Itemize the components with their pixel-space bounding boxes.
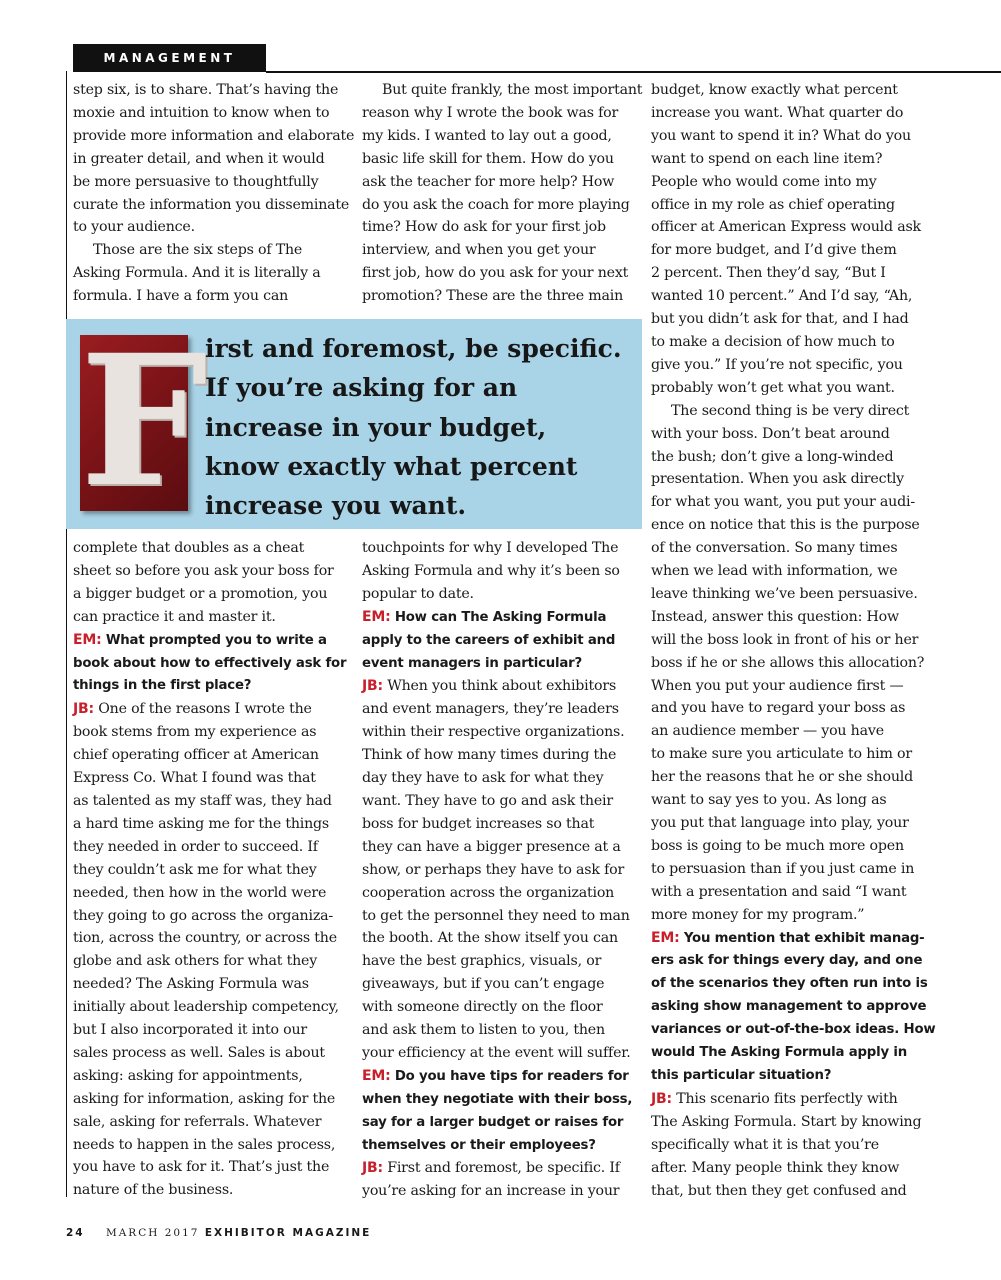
text-line: have the best graphics, visuals, or — [362, 953, 602, 970]
question-line: this particular situation? — [651, 1067, 832, 1083]
text-line: Express Co. What I found was that — [73, 770, 316, 787]
text-line: they going to go across the organiza- — [73, 907, 333, 924]
text-line: boss if he or she allows this allocation? — [651, 654, 925, 671]
text-line: a bigger budget or a promotion, you — [73, 585, 328, 602]
text-line: sales process as well. Sales is about — [73, 1044, 325, 1061]
answer-line: JB: First and foremost, be specific. If — [362, 1160, 620, 1177]
speaker-em: EM: — [362, 1067, 391, 1084]
drop-cap-block — [80, 316, 208, 527]
text-line: want to spend on each line item? — [651, 150, 883, 167]
text-line: sale, asking for referrals. Whatever — [73, 1113, 322, 1130]
text-line: specifically what it is that you’re — [651, 1136, 879, 1153]
text-line: your efficiency at the event will suffer. — [362, 1044, 631, 1061]
text-line: The second thing is be very direct — [671, 402, 910, 419]
question-line: things in the first place? — [73, 678, 252, 694]
text-line: needed? The Asking Formula was — [73, 976, 309, 993]
speaker-jb: JB: — [362, 678, 383, 695]
text-line: within their respective organizations. — [362, 724, 625, 741]
text-line: for what you want, you put your audi- — [651, 494, 915, 511]
question-line: themselves or their employees? — [362, 1137, 596, 1153]
text-line: with a presentation and said “I want — [651, 883, 907, 900]
text-line: The Asking Formula. Start by knowing — [651, 1113, 922, 1130]
text-line: an audience member — you have — [651, 723, 884, 740]
column-rule — [66, 71, 67, 1197]
header-rule — [266, 71, 1001, 73]
text-line: but I also incorporated it into our — [73, 1022, 308, 1039]
text-line: time? How do ask for your first job — [362, 219, 606, 236]
text-line: want to say yes to you. As long as — [651, 792, 887, 809]
question-line: ers ask for things every day, and one — [651, 953, 923, 969]
question-line: say for a larger budget or raises for — [362, 1114, 624, 1130]
text-line: office in my role as chief operating — [651, 196, 895, 213]
text-line: be more persuasive to thoughtfully — [73, 173, 319, 190]
text-line: you put that language into play, your — [651, 815, 909, 831]
question-line: EM: What prompted you to write a — [73, 631, 327, 648]
text-line: they can have a bigger presence at a — [362, 838, 621, 855]
text-line: asking for information, asking for the — [73, 1090, 336, 1107]
question-line: apply to the careers of exhibit and — [362, 632, 616, 648]
text-line: want. They have to go and ask their — [362, 792, 613, 809]
text-line: probably won’t get what you want. — [651, 379, 895, 396]
text-line: to get the personnel they need to man — [362, 907, 630, 924]
answer-line: JB: When you think about exhibitors — [362, 678, 617, 695]
text-line: first job, how do you ask for your next — [362, 265, 629, 282]
question-line: EM: You mention that exhibit manag- — [651, 929, 925, 946]
column-3 — [651, 79, 936, 1202]
text-line: reason why I wrote the book was for — [362, 104, 619, 121]
text-line: interview, and when you get your — [362, 242, 596, 259]
text-line: increase you want. What quarter do — [651, 104, 904, 121]
text-line: needed, then how in the world were — [73, 884, 327, 901]
speaker-jb: JB: — [73, 701, 94, 718]
column-2-top — [362, 79, 642, 308]
text-line: Asking Formula and why it’s been so — [362, 562, 620, 579]
pull-quote-text — [205, 329, 645, 525]
text-line: my kids. I wanted to lay out a good, — [362, 127, 612, 144]
question-line: EM: Do you have tips for readers for — [362, 1067, 629, 1084]
text-line: for more budget, and I’d give them — [651, 242, 897, 259]
question-line: would The Asking Formula apply in — [651, 1045, 908, 1061]
pull-quote-line: If you’re asking for an — [205, 373, 518, 403]
text-line: touchpoints for why I developed The — [362, 540, 619, 556]
text-line: give you.” If you’re not specific, you — [651, 356, 903, 373]
text-line: will the boss look in front of his or her — [651, 631, 919, 648]
text-line: initially about leadership competency, — [73, 999, 339, 1016]
page-number: 24 — [66, 1227, 85, 1239]
text-line: ence on notice that this is the purpose — [651, 517, 920, 534]
text-line: do you ask the coach for more playing — [362, 196, 630, 213]
question-line: EM: How can The Asking Formula — [362, 608, 607, 625]
text-line: to your audience. — [73, 219, 195, 236]
question-line: when they negotiate with their boss, — [362, 1091, 633, 1107]
text-line: they needed in order to succeed. If — [73, 838, 318, 855]
text-line: boss is going to be much more open — [651, 837, 904, 854]
text-line: to persuasion than if you just came in — [651, 860, 915, 877]
answer-line: JB: This scenario fits perfectly with — [651, 1090, 898, 1107]
speaker-em: EM: — [651, 929, 680, 946]
text-line: you’re asking for an increase in your — [362, 1183, 620, 1200]
text-line: as talented as my staff was, they had — [73, 792, 332, 809]
text-line: her the reasons that he or she should — [651, 769, 913, 786]
text-line: curate the information you disseminate — [73, 196, 350, 213]
text-line: more money for my program.” — [651, 906, 865, 923]
pull-quote — [66, 316, 642, 529]
text-line: promotion? These are the three main — [362, 288, 624, 305]
text-line: When you put your audience first — — [651, 677, 904, 694]
text-line: Those are the six steps of The — [93, 242, 303, 259]
text-line: chief operating officer at American — [73, 747, 319, 764]
text-line: to make sure you articulate to him or — [651, 746, 912, 763]
answer-line: JB: One of the reasons I wrote the — [73, 701, 312, 718]
text-line: giveaways, but if you can’t engage — [362, 976, 605, 993]
text-line: popular to date. — [362, 585, 474, 602]
text-line: show, or perhaps they have to ask for — [362, 861, 625, 878]
text-line: Asking Formula. And it is literally a — [73, 265, 321, 282]
text-line: People who would come into my — [651, 173, 877, 190]
pull-quote-line: irst and foremost, be specific. — [205, 334, 622, 363]
text-line: Think of how many times during the — [362, 747, 617, 764]
text-line: 2 percent. Then they’d say, “But I — [651, 265, 886, 282]
text-line: when we lead with information, we — [651, 563, 898, 580]
speaker-jb: JB: — [651, 1090, 672, 1107]
text-line: they couldn’t ask me for what they — [73, 861, 317, 878]
text-line: leave thinking we’ve been persuasive. — [651, 585, 918, 602]
text-line: book stems from my experience as — [73, 724, 317, 741]
text-line: nature of the business. — [73, 1182, 234, 1199]
text-line: to make a decision of how much to — [651, 333, 895, 350]
text-line: basic life skill for them. How do you — [362, 150, 614, 167]
question-line: of the scenarios they often run into is — [651, 976, 928, 992]
text-line: officer at American Express would ask — [651, 219, 921, 236]
text-line: in greater detail, and when it would — [73, 150, 325, 167]
text-line: and event managers, they’re leaders — [362, 701, 619, 718]
text-line: you have to ask for it. That’s just the — [73, 1159, 330, 1176]
text-line: globe and ask others for what they — [73, 953, 318, 970]
text-line: the booth. At the show itself you can — [362, 930, 618, 947]
text-line: provide more information and elaborate — [73, 127, 355, 144]
speaker-em: EM: — [73, 631, 102, 648]
pull-quote-line: increase you want. — [205, 491, 467, 521]
text-line: wanted 10 percent.” And I’d say, “Ah, — [651, 288, 913, 305]
text-line: boss for budget increases so that — [362, 815, 595, 832]
text-line: budget, know exactly what percent — [651, 82, 898, 98]
text-line: step six, is to share. That’s having the — [73, 82, 339, 98]
text-line: presentation. When you ask directly — [651, 471, 904, 488]
question-line: event managers in particular? — [362, 655, 583, 671]
pull-quote-line: know exactly what percent — [205, 451, 578, 481]
text-line: with your boss. Don’t beat around — [651, 425, 890, 442]
pull-quote-line: increase in your budget, — [205, 412, 547, 442]
text-line: can practice it and master it. — [73, 608, 276, 625]
magazine-name: EXHIBITOR MAGAZINE — [204, 1227, 372, 1239]
text-line: the bush; don’t give a long-winded — [651, 448, 894, 465]
column-2-bottom — [362, 537, 642, 1203]
text-line: and ask them to listen to you, then — [362, 1022, 605, 1039]
text-line: formula. I have a form you can — [73, 288, 289, 305]
text-line: needs to happen in the sales process, — [73, 1136, 336, 1153]
text-line: tion, across the country, or across the — [73, 930, 337, 947]
text-line: complete that doubles as a cheat — [73, 540, 305, 556]
text-line: day they have to ask for what they — [362, 770, 604, 787]
text-line: you want to spend it in? What do you — [651, 127, 911, 144]
issue-date: MARCH 2017 — [105, 1227, 200, 1239]
text-line: of the conversation. So many times — [651, 540, 898, 557]
text-line: asking: asking for appointments, — [73, 1067, 303, 1084]
text-line: moxie and intuition to know when to — [73, 104, 330, 121]
text-line: that, but then they get confused and — [651, 1182, 907, 1199]
drop-cap-letter: F — [80, 316, 208, 527]
question-line: asking show management to approve — [651, 999, 927, 1015]
speaker-em: EM: — [362, 608, 391, 625]
text-line: sheet so before you ask your boss for — [73, 562, 334, 579]
text-line: But quite frankly, the most important — [382, 82, 643, 98]
text-line: but you didn’t ask for that, and I had — [651, 311, 909, 328]
column-1-bottom — [73, 537, 353, 1202]
column-1-top — [73, 79, 353, 308]
section-label: MANAGEMENT — [73, 44, 266, 72]
text-line: after. Many people think they know — [651, 1159, 900, 1176]
text-line: with someone directly on the floor — [362, 999, 603, 1016]
question-line: variances or out-of-the-box ideas. How — [651, 1022, 936, 1038]
speaker-jb: JB: — [362, 1160, 383, 1177]
text-line: a hard time asking me for the things — [73, 815, 330, 832]
text-line: ask the teacher for more help? How — [362, 173, 615, 190]
text-line: Instead, answer this question: How — [651, 608, 899, 625]
text-line: and you have to regard your boss as — [651, 700, 906, 717]
text-line: cooperation across the organization — [362, 884, 615, 901]
page-footer — [66, 1227, 371, 1243]
question-line: book about how to effectively ask for — [73, 655, 347, 671]
